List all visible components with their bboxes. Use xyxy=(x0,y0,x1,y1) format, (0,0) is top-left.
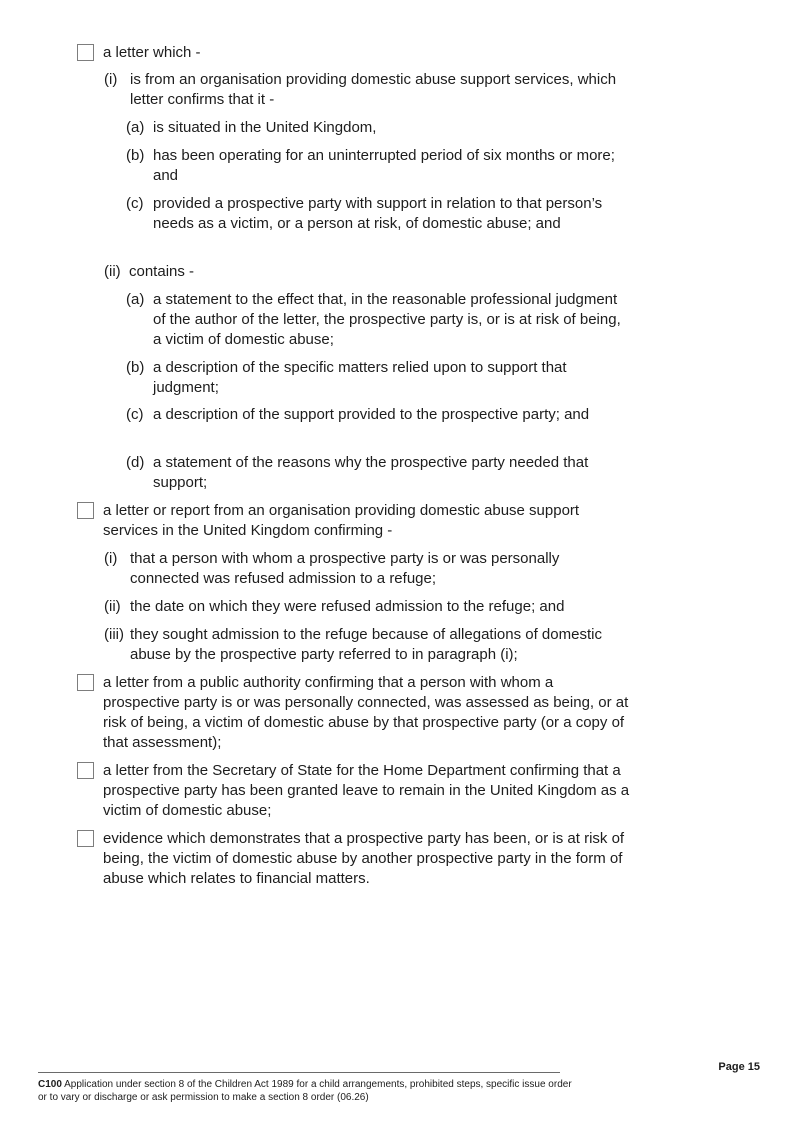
item-marker: (i) xyxy=(104,550,118,567)
item-text: a description of the specific matters relied upon to support that judgment; xyxy=(153,359,567,396)
item-marker: (i) xyxy=(104,71,118,88)
checkbox[interactable] xyxy=(77,674,94,691)
footer-divider xyxy=(38,1072,560,1073)
checkbox[interactable] xyxy=(77,762,94,779)
item-text: a statement to the effect that, in the reasonable professional judgment of the author of the letter, the prospective party is, or is at risk of being, a victim of domestic abuse; xyxy=(153,291,621,348)
checkbox[interactable] xyxy=(77,44,94,61)
item-marker: (b) xyxy=(126,147,145,164)
option-text: a letter which - xyxy=(103,44,201,61)
item-marker: (ii) xyxy=(104,598,121,615)
item-text: the date on which they were refused admission to the refuge; and xyxy=(130,598,565,615)
form-description: Application under section 8 of the Children Act 1989 for a child arrangements, prohibited steps, specific issue order or to vary or discharge or ask permission to make a section 8 order (06.26) xyxy=(38,1079,572,1103)
option-text: a letter or report from an organisation providing domestic abuse support services in the United Kingdom confirming - xyxy=(103,502,580,539)
option-text: evidence which demonstrates that a prospective party has been, or is at risk of being, the victim of domestic abuse by another prospective party in the form of abuse which relates to financial matters. xyxy=(103,830,625,887)
item-text: a statement of the reasons why the prospective party needed that support; xyxy=(153,454,589,491)
item-marker: (c) xyxy=(126,406,144,423)
checkbox[interactable] xyxy=(77,502,94,519)
page-number: Page 15 xyxy=(718,1061,760,1073)
item-marker: (iii) xyxy=(104,626,124,643)
item-marker: (a) xyxy=(126,291,145,308)
item-text: a description of the support provided to the prospective party; and xyxy=(153,406,590,423)
item-text: is situated in the United Kingdom, xyxy=(153,119,377,136)
item-marker: (c) xyxy=(126,195,144,212)
item-text: provided a prospective party with support in relation to that person’s needs as a victim, or a person at risk, of domestic abuse; and xyxy=(153,195,603,232)
item-marker: (b) xyxy=(126,359,145,376)
footer xyxy=(38,1078,578,1104)
option-text: a letter from a public authority confirming that a person with whom a prospective party is or was personally connected, was assessed as being, or at risk of being, a victim of domestic abuse by that prospective party (or a copy of that assessment); xyxy=(103,674,629,751)
item-text: has been operating for an uninterrupted period of six months or more; and xyxy=(153,147,615,184)
item-text: that a person with whom a prospective party is or was personally connected was refused admission to a refuge; xyxy=(130,550,560,587)
item-marker: (a) xyxy=(126,119,145,136)
item-text: they sought admission to the refuge because of allegations of domestic abuse by the prospective party referred to in paragraph (i); xyxy=(130,626,602,663)
checkbox[interactable] xyxy=(77,830,94,847)
item-text: is from an organisation providing domestic abuse support services, which letter confirms that it - xyxy=(130,71,617,108)
item-marker: (ii) xyxy=(104,263,121,280)
item-text: contains - xyxy=(129,263,195,280)
form-code: C100 xyxy=(38,1079,62,1090)
option-text: a letter from the Secretary of State for the Home Department confirming that a prospective party has been granted leave to remain in the United Kingdom as a victim of domestic abuse; xyxy=(103,762,630,819)
item-marker: (d) xyxy=(126,454,145,471)
